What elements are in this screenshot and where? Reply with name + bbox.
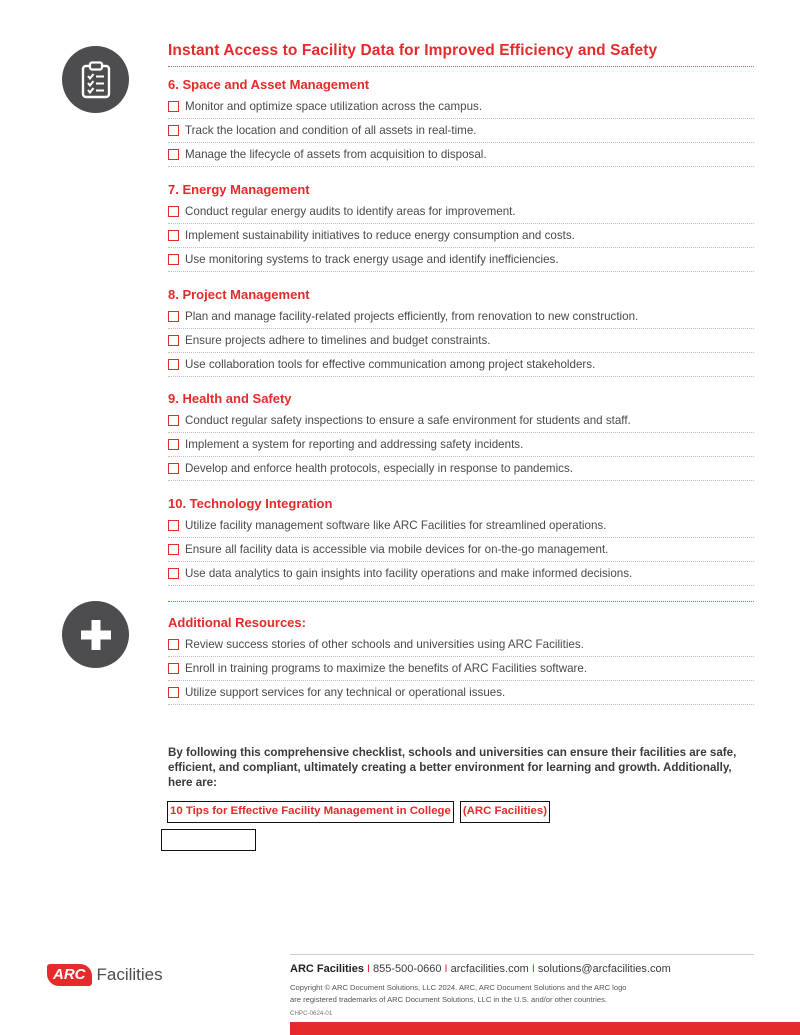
checklist-section [168,180,754,272]
section-title: 7. Energy Management [168,182,310,197]
checklist-item-label: Use collaboration tools for effective communication among project stakeholders. [185,358,596,371]
checklist-item [168,457,754,481]
checklist-section [168,75,754,167]
email-link[interactable]: solutions@arcfacilities.com [537,963,671,975]
checklist-item-label: Conduct regular energy audits to identify areas for improvement. [185,205,516,218]
checklist-item [168,353,754,377]
checklist-item-label: Use monitoring systems to track energy usage and identify inefficiencies. [185,253,559,266]
checklist-item [168,633,754,657]
checklist-item [168,95,754,119]
plus-icon [62,601,129,668]
checklist-item [168,433,754,457]
resource-links [167,801,550,823]
section-title: 8. Project Management [168,287,310,302]
copyright [290,982,754,1006]
checklist-item [168,224,754,248]
checklist-item [168,514,754,538]
tips-link[interactable]: 10 Tips for Effective Facility Management in College [167,801,454,823]
checklist-item-label: Manage the lifecycle of assets from acquisition to disposal. [185,148,487,161]
checkbox[interactable] [168,359,179,370]
phone-number[interactable]: 855-500-0660 [373,963,442,975]
checklist-item [168,248,754,272]
checklist-item-label: Ensure projects adhere to timelines and budget constraints. [185,334,491,347]
checklist-item [168,409,754,433]
copyright-line-2: are registered trademarks of ARC Document Solutions, LLC in the U.S. and/or other countries. [290,995,607,1004]
footer [290,954,754,1017]
checkbox[interactable] [168,230,179,241]
checkbox[interactable] [168,687,179,698]
checkbox[interactable] [168,125,179,136]
checklist-item [168,538,754,562]
checklist-section [168,494,754,586]
checkbox[interactable] [168,254,179,265]
section-title: Additional Resources: [168,615,306,630]
checklist-section [168,285,754,377]
checkbox[interactable] [168,101,179,112]
checkbox[interactable] [168,663,179,674]
company-name: ARC Facilities [290,963,364,975]
closing-paragraph: By following this comprehensive checklist, schools and universities can ensure their facilities are safe, efficient, and compliant, ultimately creating a better environment for learning and growth. Additionally, here are: [168,746,737,789]
checkbox[interactable] [168,439,179,450]
checkbox[interactable] [168,149,179,160]
website-link[interactable]: arcfacilities.com [450,963,529,975]
checklist-item [168,305,754,329]
checklist-item-label: Track the location and condition of all assets in real-time. [185,124,477,137]
section-title: 10. Technology Integration [168,496,333,511]
checklist-item-label: Plan and manage facility-related projects efficiently, from renovation to new construction. [185,310,639,323]
checklist-item [168,200,754,224]
checklist-section [168,389,754,481]
checklist-item [168,329,754,353]
section-divider [168,601,754,602]
checklist-item [168,681,754,705]
checklist-item-label: Develop and enforce health protocols, especially in response to pandemics. [185,462,573,475]
checkbox[interactable] [168,206,179,217]
arc-facilities-logo [47,964,163,986]
checkbox[interactable] [168,568,179,579]
checklist-item [168,657,754,681]
logo-text: Facilities [96,965,163,984]
checkbox[interactable] [168,520,179,531]
arc-facilities-link[interactable]: (ARC Facilities) [460,801,550,823]
contact-line: ARC Facilities I 855-500-0660 I arcfacilities.com I solutions@arcfacilities.com [290,963,671,975]
clipboard-checklist-icon [62,46,129,113]
checkbox[interactable] [168,415,179,426]
checklist-item [168,119,754,143]
page-title: Instant Access to Facility Data for Improved Efficiency and Safety [168,42,754,67]
checkbox[interactable] [168,463,179,474]
checklist-item-label: Monitor and optimize space utilization across the campus. [185,100,483,113]
logo-mark: ARC [47,964,92,986]
checklist-item-label: Review success stories of other schools and universities using ARC Facilities. [185,638,584,651]
additional-resources-section [168,613,754,705]
document-code: CHPC-0624-01 [290,1010,333,1017]
checklist-item-label: Enroll in training programs to maximize the benefits of ARC Facilities software. [185,662,588,675]
empty-link-box[interactable] [161,829,256,851]
checklist-item-label: Implement sustainability initiatives to reduce energy consumption and costs. [185,229,575,242]
section-title: 9. Health and Safety [168,391,292,406]
checklist-item-label: Ensure all facility data is accessible via mobile devices for on-the-go management. [185,543,609,556]
checkbox[interactable] [168,335,179,346]
checkbox[interactable] [168,544,179,555]
checklist-item-label: Use data analytics to gain insights into facility operations and make informed decisions. [185,567,633,580]
footer-accent-bar [290,1022,800,1035]
checklist-item [168,562,754,586]
checklist-item-label: Utilize support services for any technical or operational issues. [185,686,506,699]
checkbox[interactable] [168,311,179,322]
checklist-item-label: Conduct regular safety inspections to ensure a safe environment for students and staff. [185,414,631,427]
checklist-item-label: Implement a system for reporting and addressing safety incidents. [185,438,524,451]
section-title: 6. Space and Asset Management [168,77,370,92]
checklist-item [168,143,754,167]
copyright-line-1: Copyright © ARC Document Solutions, LLC 2024. ARC, ARC Document Solutions and the ARC logo [290,983,627,992]
checklist-item-label: Utilize facility management software like ARC Facilities for streamlined operations. [185,519,607,532]
checkbox[interactable] [168,639,179,650]
